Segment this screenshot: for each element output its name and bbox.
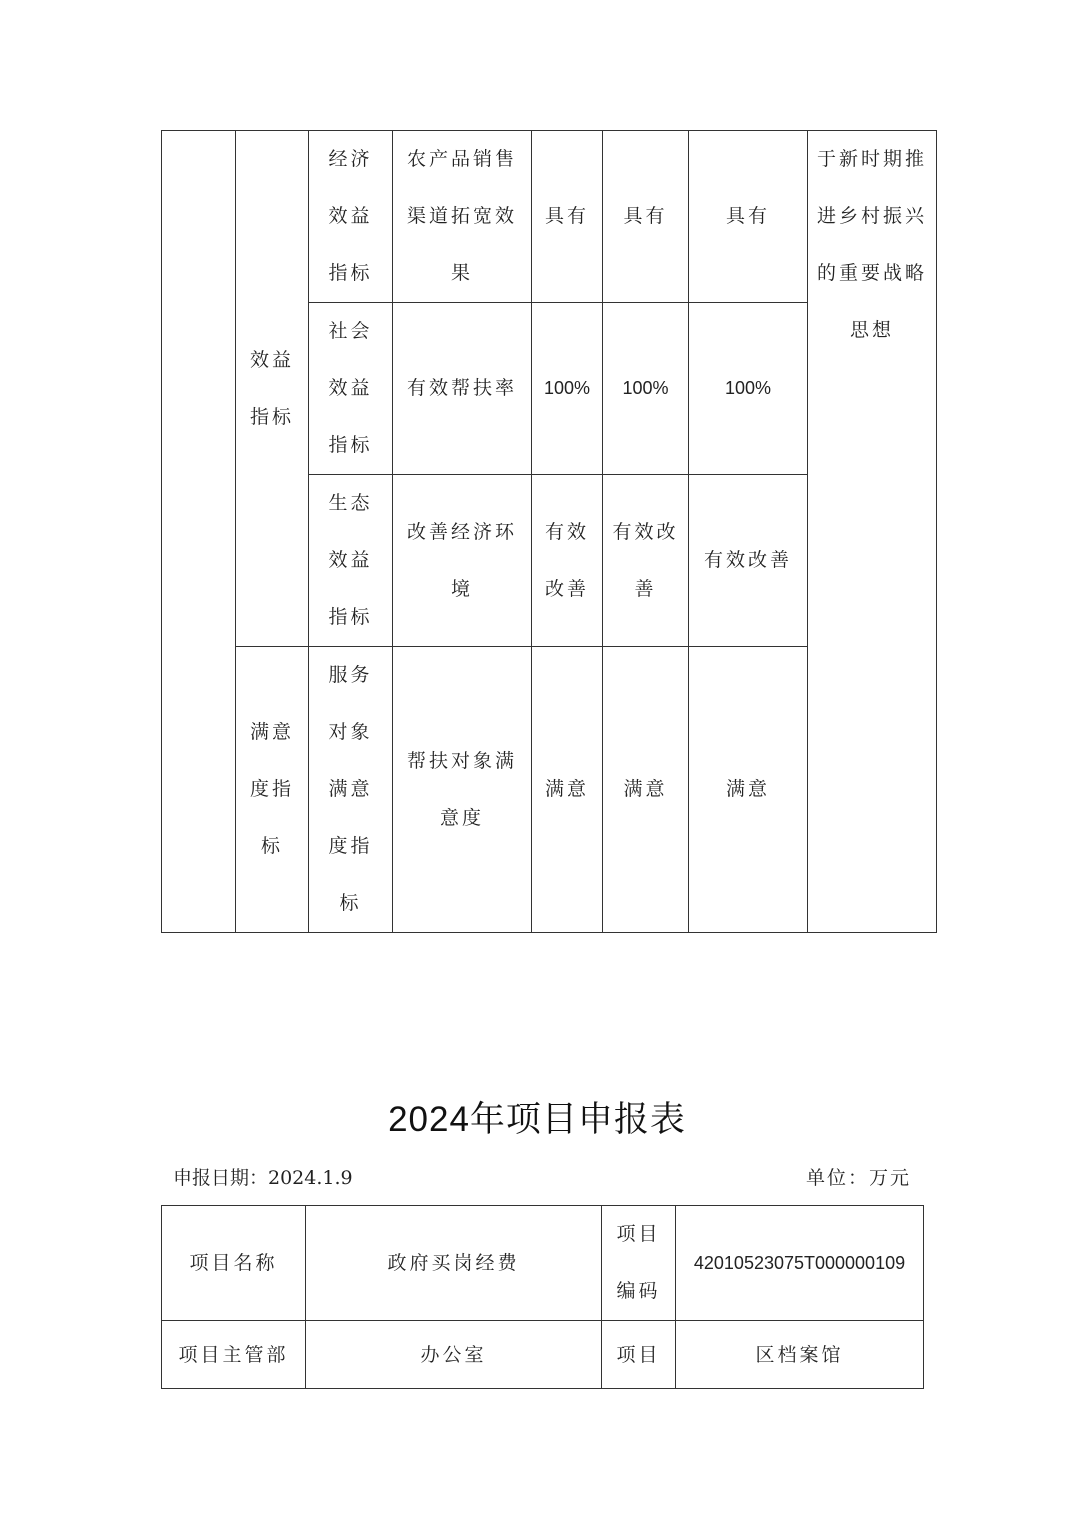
- group-cell: 效益指标: [236, 131, 309, 647]
- field-label: 项目编码: [602, 1206, 676, 1321]
- value-cell: 100%: [689, 303, 808, 475]
- value-cell: 具有: [532, 131, 603, 303]
- indicator-name-cell: 帮扶对象满意度: [393, 647, 532, 933]
- field-value: 办公室: [306, 1321, 602, 1389]
- value-cell: 满意: [532, 647, 603, 933]
- field-value: 区档案馆: [676, 1321, 924, 1389]
- indicator-name-cell: 农产品销售渠道拓宽效果: [393, 131, 532, 303]
- field-value: 政府买岗经费: [306, 1206, 602, 1321]
- value-cell: 有效改善: [689, 475, 808, 647]
- sub-indicator-cell: 服务对象满意度指标: [309, 647, 393, 933]
- value-cell: 100%: [603, 303, 689, 475]
- value-cell: 具有: [689, 131, 808, 303]
- sub-indicator-cell: 经济效益指标: [309, 131, 393, 303]
- indicator-table: [161, 130, 937, 933]
- value-cell: 满意: [689, 647, 808, 933]
- value-cell: 100%: [532, 303, 603, 475]
- field-label: 项目主管部: [162, 1321, 306, 1389]
- indicator-name-cell: 改善经济环境: [393, 475, 532, 647]
- table-row: [162, 1206, 924, 1321]
- value-cell: 满意: [603, 647, 689, 933]
- level1-cell: [162, 131, 236, 933]
- form-title: 2024年项目申报表: [388, 1100, 686, 1139]
- group-cell: 满意度指标: [236, 647, 309, 933]
- value-cell: 有效改善: [603, 475, 689, 647]
- note-cell: 于新时期推进乡村振兴的重要战略思想: [808, 131, 937, 933]
- field-label: 项目: [602, 1321, 676, 1389]
- indicator-name-cell: 有效帮扶率: [393, 303, 532, 475]
- project-form-table: [161, 1205, 924, 1389]
- value-cell: 有效改善: [532, 475, 603, 647]
- value-cell: 具有: [603, 131, 689, 303]
- table-row: [162, 1321, 924, 1389]
- unit-label: 单位：万元: [805, 1167, 911, 1189]
- field-label: 项目名称: [162, 1206, 306, 1321]
- application-date: 申报日期：2024.1.9: [173, 1167, 353, 1189]
- table-row: [162, 131, 937, 303]
- field-value: 42010523075T000000109: [676, 1206, 924, 1321]
- sub-indicator-cell: 社会效益指标: [309, 303, 393, 475]
- sub-indicator-cell: 生态效益指标: [309, 475, 393, 647]
